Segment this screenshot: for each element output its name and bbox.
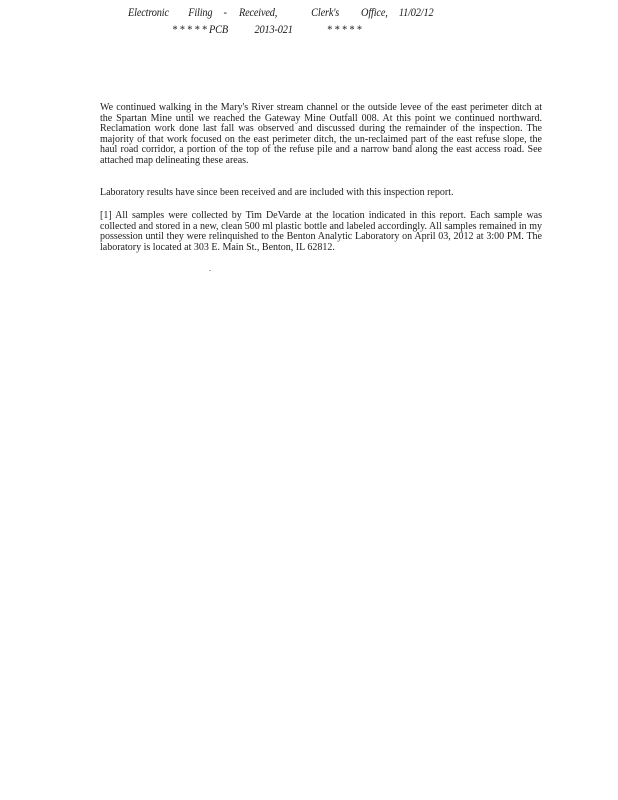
stamp-word-received: Received,: [238, 5, 278, 19]
stamp-word-clerks: Clerk's: [311, 5, 340, 19]
stamp-word-office: Office,: [361, 5, 388, 19]
stray-mark: .: [209, 264, 211, 273]
stamp-word-filing: Filing: [188, 5, 213, 19]
stamp-case-number: 2013-021: [254, 22, 293, 36]
filing-stamp-line-2: [172, 22, 361, 37]
stamp-asterisks: * * * * *: [326, 22, 362, 36]
paragraph-sample-footnote: [1] All samples were collected by Tim DeVarde at the location indicated in this report. Each sample was collected and stored in a new, clean 500 ml plastic bottle and labeled accordingly. All samples remained in my possession until they were relinquished to the Benton Analytic Laboratory on April 03, 2012 at 3:00 PM. The laboratory is located at 303 E. Main St., Benton, IL 62812.: [100, 210, 542, 253]
stamp-word-electronic: Electronic: [128, 5, 169, 19]
stamp-date: 11/02/12: [398, 5, 434, 19]
paragraph-lab-results: Laboratory results have since been received and are included with this inspection report.: [100, 187, 454, 198]
filing-stamp-line-1: [128, 5, 433, 20]
stamp-pcb-prefix: * * * * * PCB: [172, 22, 228, 36]
paragraph-inspection-walk: We continued walking in the Mary's River stream channel or the outside levee of the east perimeter ditch at the Spartan Mine until we reached the Gateway Mine Outfall 008. At this point we continued northward. Reclamation work done last fall was observed and discussed during the remainder of the inspection. The majority of that work focused on the east perimeter ditch, the un-reclaimed part of the east refuse slope, the haul road corridor, a portion of the top of the refuse pile and a narrow band along the east access road. See attached map delineating these areas.: [100, 102, 542, 166]
stamp-dash: -: [223, 5, 227, 19]
